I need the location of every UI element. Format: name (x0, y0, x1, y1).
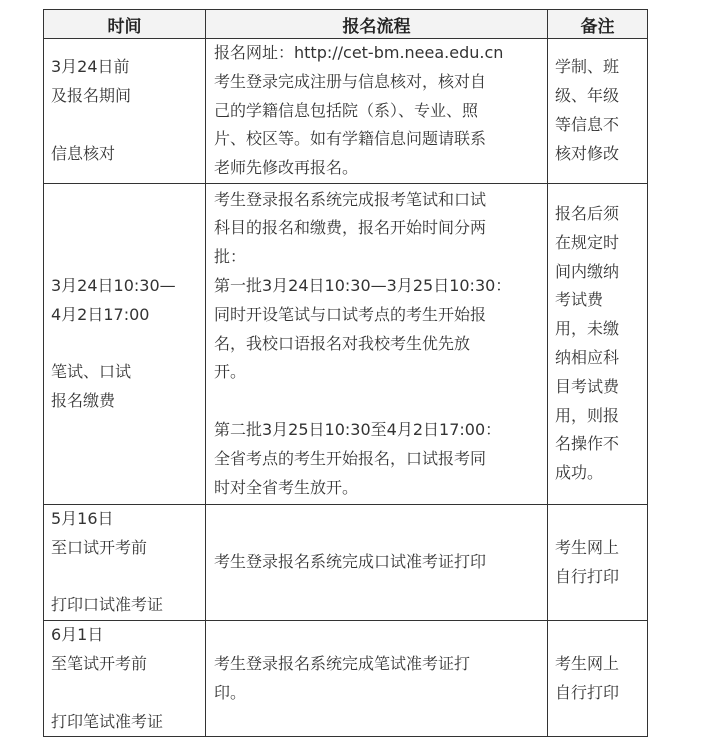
line-spacer (51, 679, 199, 708)
time-cell (44, 621, 206, 737)
process-text-line: 全省考点的考生开始报名，口试报考同 (214, 448, 487, 468)
notes-text-line: 学制、班 (555, 57, 620, 77)
process-text-line: 印。 (214, 682, 247, 702)
header-notes: 备注 (548, 10, 648, 39)
process-text-line: 时对全省考生放开。 (214, 477, 359, 497)
time-text-line: 打印口试准考证 (51, 595, 164, 615)
table-row (44, 39, 648, 184)
process-text-line: 同时开设笔试与口试考点的考生开始报 (214, 304, 487, 324)
time-cell (44, 504, 206, 620)
notes-text-line: 自行打印 (555, 566, 620, 586)
time-text-line: 报名缴费 (51, 391, 116, 411)
notes-text-line: 等信息不 (555, 114, 620, 134)
process-text-line: 考生登录报名系统完成口试准考证打印 (214, 552, 487, 572)
time-text-line: 5月16日 (51, 508, 114, 528)
time-text-line: 笔试、口试 (51, 362, 132, 382)
process-text-line: 开。 (214, 362, 247, 382)
time-text-line: 6月1日 (51, 625, 104, 645)
table-row (44, 183, 648, 504)
time-text-line: 3月24日10:30— (51, 275, 176, 295)
table-body (44, 39, 648, 737)
time-cell (44, 183, 206, 504)
header-time: 时间 (44, 10, 206, 39)
notes-text-line: 用，则报 (555, 405, 620, 425)
notes-text-line: 核对修改 (555, 143, 620, 163)
notes-text-line: 纳相应科 (555, 347, 620, 367)
process-cell (206, 39, 548, 184)
process-text-line: 片、校区等。如有学籍信息问题请联系 (214, 129, 487, 149)
process-text-line: 名，我校口语报名对我校考生优先放 (214, 333, 471, 353)
notes-text-line: 成功。 (555, 463, 604, 483)
notes-cell (548, 39, 648, 184)
notes-text-line: 级、年级 (555, 86, 620, 106)
process-cell (206, 183, 548, 504)
notes-text-line: 用，未缴 (555, 319, 620, 339)
process-text-line: 老师先修改再报名。 (214, 158, 359, 178)
notes-text-line: 考生网上 (555, 537, 620, 557)
line-spacer (51, 330, 199, 359)
notes-text-line: 考生网上 (555, 653, 620, 673)
time-text-line: 至笔试开考前 (51, 653, 148, 673)
process-text-line: 己的学籍信息包括院（系）、专业、照 (214, 100, 479, 120)
process-cell (206, 621, 548, 737)
table-row (44, 504, 648, 620)
notes-text-line: 间内缴纳 (555, 261, 620, 281)
notes-cell (548, 504, 648, 620)
line-spacer (51, 111, 199, 140)
process-text-line: 第一批3月24日10:30—3月25日10:30： (214, 275, 512, 295)
time-text-line: 信息核对 (51, 143, 116, 163)
process-text-line: 报名网址：http://cet-bm.neea.edu.cn (214, 43, 504, 62)
notes-text-line: 自行打印 (555, 682, 620, 702)
process-text-line: 科目的报名和缴费，报名开始时间分两 (214, 218, 487, 238)
process-text-line: 批： (214, 247, 247, 267)
header-process: 报名流程 (206, 10, 548, 39)
process-text-line: 考生登录完成注册与信息核对，核对自 (214, 71, 487, 91)
table-row (44, 621, 648, 737)
time-text-line: 4月2日17:00 (51, 304, 150, 324)
time-text-line: 及报名期间 (51, 86, 132, 106)
notes-text-line: 名操作不 (555, 434, 620, 454)
time-text-line: 至口试开考前 (51, 537, 148, 557)
process-cell (206, 504, 548, 620)
notes-text-line: 在规定时 (555, 232, 620, 252)
notes-cell (548, 621, 648, 737)
table-header-row (44, 10, 648, 39)
process-text-line: 第二批3月25日10:30至4月2日17:00： (214, 419, 502, 439)
line-spacer (214, 387, 541, 416)
time-cell (44, 39, 206, 184)
line-spacer (51, 563, 199, 592)
process-text-line: 考生登录报名系统完成报考笔试和口试 (214, 189, 487, 209)
process-text-line: 考生登录报名系统完成笔试准考证打 (214, 653, 471, 673)
registration-schedule-table (43, 9, 648, 737)
time-text-line: 打印笔试准考证 (51, 711, 164, 731)
time-text-line: 3月24日前 (51, 57, 130, 77)
notes-text-line: 考试费 (555, 290, 604, 310)
notes-text-line: 目考试费 (555, 376, 620, 396)
notes-text-line: 报名后须 (555, 204, 620, 223)
notes-cell (548, 183, 648, 504)
